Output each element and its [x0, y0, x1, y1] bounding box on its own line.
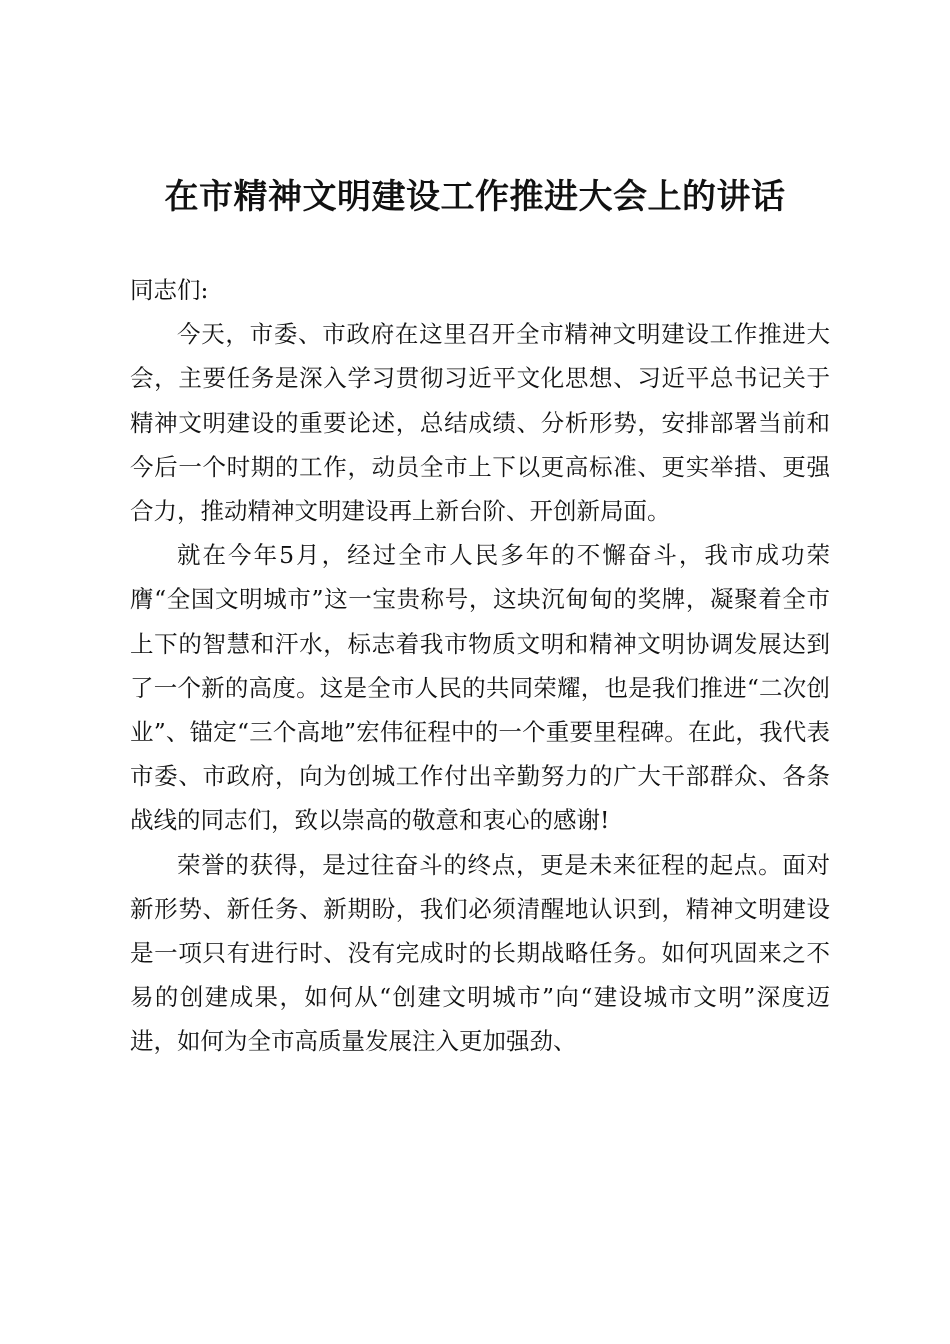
document-title: 在市精神文明建设工作推进大会上的讲话	[164, 177, 786, 217]
paragraph-1: 今天，市委、市政府在这里召开全市精神文明建设工作推进大会，主要任务是深入学习贯彻习近平文化思想、习近平总书记关于精神文明建设的重要论述，总结成绩、分析形势，安排部署当前和今后一个时期的工作，动员全市上下以更高标准、更实举措、更强合力，推动精神文明建设再上新台阶、开创新局面。	[130, 320, 830, 526]
salutation: 同志们:	[130, 276, 209, 304]
paragraph-2: 就在今年5月，经过全市人民多年的不懈奋斗，我市成功荣膺“全国文明城市”这一宝贵称号，这块沉甸甸的奖牌，凝聚着全市上下的智慧和汗水，标志着我市物质文明和精神文明协调发展达到了一个新的高度。这是全市人民的共同荣耀，也是我们推进“二次创业”、锚定“三个高地”宏伟征程中的一个重要里程碑。在此，我代表市委、市政府，向为创城工作付出辛勤努力的广大干部群众、各条战线的同志们，致以崇高的敬意和衷心的感谢!	[130, 541, 830, 835]
document-body	[130, 268, 830, 1064]
paragraph-3: 荣誉的获得，是过往奋斗的终点，更是未来征程的起点。面对新形势、新任务、新期盼，我们必须清醒地认识到，精神文明建设是一项只有进行时、没有完成时的长期战略任务。如何巩固来之不易的创建成果，如何从“创建文明城市”向“建设城市文明”深度迈进，如何为全市高质量发展注入更加强劲、	[130, 850, 830, 1056]
